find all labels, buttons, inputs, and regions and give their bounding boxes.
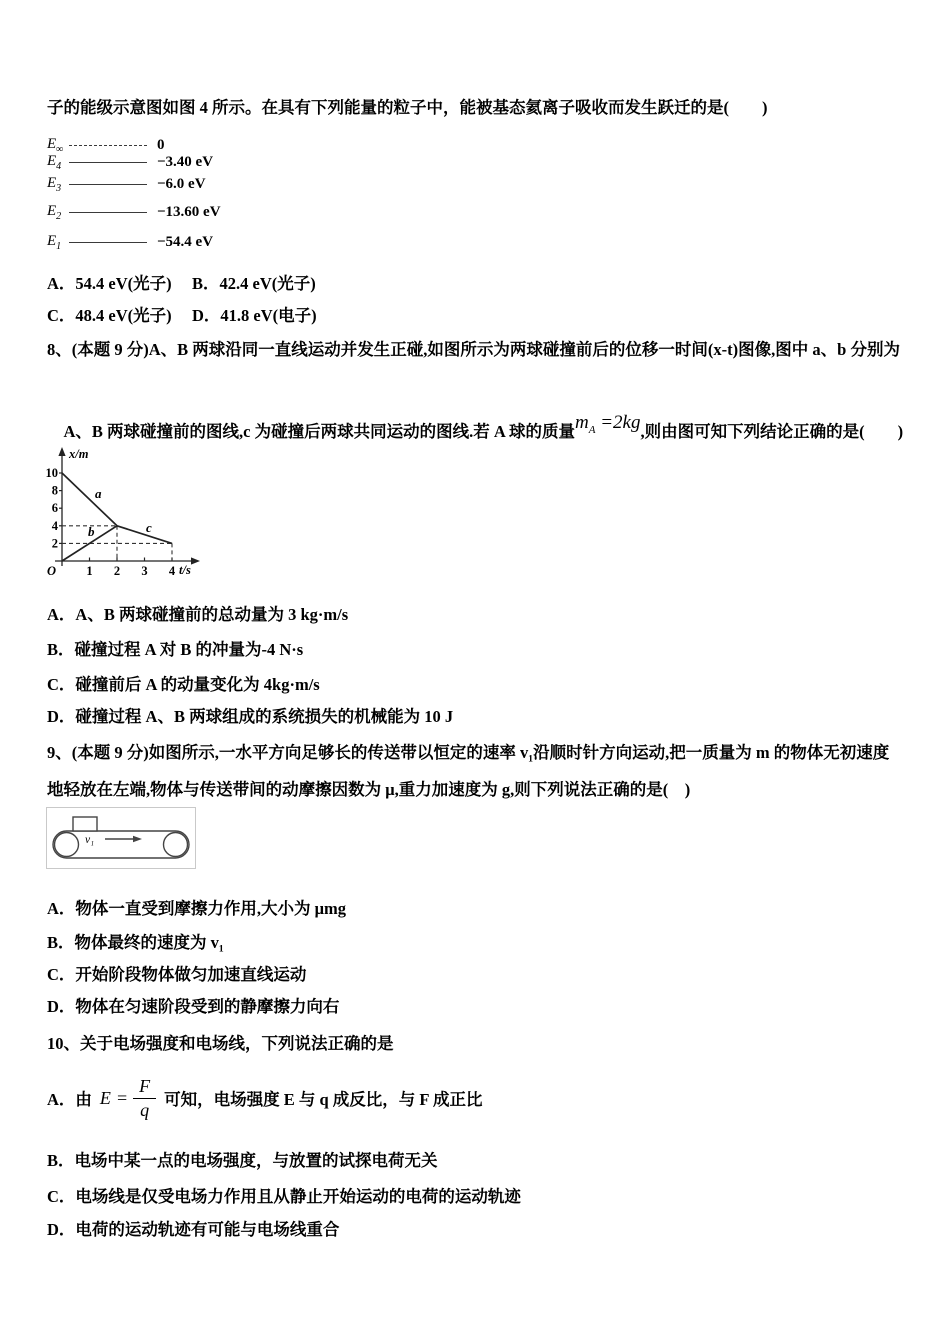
q10-stem: 10、关于电场强度和电场线，下列说法正确的是	[47, 1034, 394, 1053]
energy-level-value: −6.0 eV	[157, 175, 206, 192]
curve-a-label: a	[95, 486, 102, 501]
left-pulley	[55, 833, 79, 857]
line-a	[62, 473, 117, 526]
energy-level-row	[47, 136, 165, 154]
x-tick-label: 1	[86, 564, 93, 578]
curve-c-label: c	[146, 520, 152, 535]
energy-level-line	[69, 242, 147, 243]
q10-option-c: C．电场线是仅受电场力作用且从静止开始运动的电荷的运动轨迹	[47, 1187, 521, 1206]
fraction: $\frac{F}{q}$	[133, 1076, 156, 1120]
q8-option-a: A．A、B 两球碰撞前的总动量为 3 kg·m/s	[47, 605, 349, 624]
xt-graph	[45, 444, 250, 596]
energy-level-line	[69, 145, 147, 146]
x-axis-label: t/s	[179, 563, 191, 577]
x-tick-label: 4	[168, 564, 176, 578]
y-tick-label: 2	[51, 536, 58, 551]
y-tick-label: 8	[51, 483, 58, 498]
q7-option-d: D．41.8 eV(电子)	[192, 306, 317, 325]
q10-option-d: D．电荷的运动轨迹有可能与电场线重合	[47, 1220, 340, 1239]
q9-stem-line1: 9、(本题 9 分)如图所示,一水平方向足够长的传送带以恒定的速率 v₁沿顺时针方向运动,把一质量为 m 的物体无初速度	[47, 743, 890, 762]
q8-option-c: C．碰撞前后 A 的动量变化为 4kg·m/s	[47, 675, 320, 694]
energy-level-row	[47, 153, 213, 171]
energy-level-label: $E_3$	[47, 174, 62, 194]
q9-option-b: B．物体最终的速度为 v₁	[47, 933, 224, 952]
energy-level-line	[69, 212, 147, 213]
energy-level-label: $E_1$	[47, 232, 62, 252]
y-tick-label: 6	[51, 501, 58, 516]
xt-graph-figure	[45, 444, 250, 601]
line-c	[117, 526, 172, 544]
x-axis-arrow	[191, 557, 200, 564]
energy-level-line	[69, 184, 147, 185]
q9-stem-line2: 地轻放在左端,物体与传送带间的动摩擦因数为 μ,重力加速度为 g,则下列说法正确的是( )	[47, 780, 691, 799]
y-axis-arrow	[58, 447, 65, 456]
energy-level-value: −3.40 eV	[157, 153, 214, 170]
energy-level-value: 0	[157, 136, 165, 153]
field-strength-formula: E = $\frac{F}{q}$	[100, 1076, 156, 1120]
energy-level-row	[47, 233, 213, 251]
block	[73, 817, 97, 831]
q8-option-d: D．碰撞过程 A、B 两球组成的系统损失的机械能为 10 J	[47, 707, 454, 726]
energy-level-value: −13.60 eV	[157, 203, 221, 220]
energy-level-line	[69, 162, 147, 163]
mass-formula: $m_A =2kg$	[575, 412, 641, 436]
energy-level-diagram	[47, 136, 277, 261]
q8-stem-line2-pre: A、B 两球碰撞前的图线,c 为碰撞后两球共同运动的图线.若 A 球的质量	[63, 422, 575, 441]
q8-stem-line1: 8、(本题 9 分)A、B 两球沿同一直线运动并发生正碰,如图所示为两球碰撞前后的位移一时间(x-t)图像,图中 a、b 分别为	[47, 340, 900, 359]
right-pulley	[164, 833, 188, 857]
q10-option-b: B．电场中某一点的电场强度，与放置的试探电荷无关	[47, 1151, 438, 1170]
y-tick-label: 4	[51, 518, 58, 533]
energy-level-row	[47, 203, 221, 221]
direction-arrow-head	[133, 836, 142, 842]
q9-option-d: D．物体在匀速阶段受到的静摩擦力向右	[47, 997, 340, 1016]
q10-option-a-pre: A．由	[47, 1090, 92, 1109]
energy-level-label: $E_2$	[47, 202, 62, 222]
origin-label: O	[47, 564, 57, 578]
conveyor-belt-diagram	[47, 808, 195, 868]
conveyor-figure	[46, 807, 196, 869]
q7-stem: 子的能级示意图如图 4 所示。在具有下列能量的粒子中，能被基态氦离子吸收而发生跃迁的是( )	[47, 98, 768, 117]
y-tick-label: 10	[45, 466, 58, 480]
q9-option-c: C．开始阶段物体做匀加速直线运动	[47, 965, 307, 984]
q10-option-a-post: 可知，电场强度 E 与 q 成反比，与 F 成正比	[164, 1090, 483, 1109]
q7-option-b: B．42.4 eV(光子)	[192, 274, 316, 293]
x-tick-label: 2	[113, 564, 121, 578]
energy-level-label: $E_\infty$	[47, 135, 64, 155]
energy-level-value: −54.4 eV	[157, 233, 214, 250]
energy-level-row	[47, 175, 206, 193]
q10-option-a	[47, 1072, 482, 1124]
y-axis-label: x/m	[69, 447, 89, 461]
q7-option-a: A．54.4 eV(光子)	[47, 274, 172, 293]
q8-stem-line2-post: ,则由图可知下列结论正确的是( )	[640, 422, 904, 441]
x-tick-label: 3	[141, 564, 148, 578]
curve-b-label: b	[88, 524, 95, 539]
q8-option-b: B．碰撞过程 A 对 B 的冲量为-4 N·s	[47, 640, 304, 659]
belt-speed-label: v₁	[85, 834, 95, 846]
energy-level-label: $E_4$	[47, 152, 62, 172]
q9-option-a: A．物体一直受到摩擦力作用,大小为 μmg	[47, 899, 347, 918]
q7-option-c: C．48.4 eV(光子)	[47, 306, 172, 325]
